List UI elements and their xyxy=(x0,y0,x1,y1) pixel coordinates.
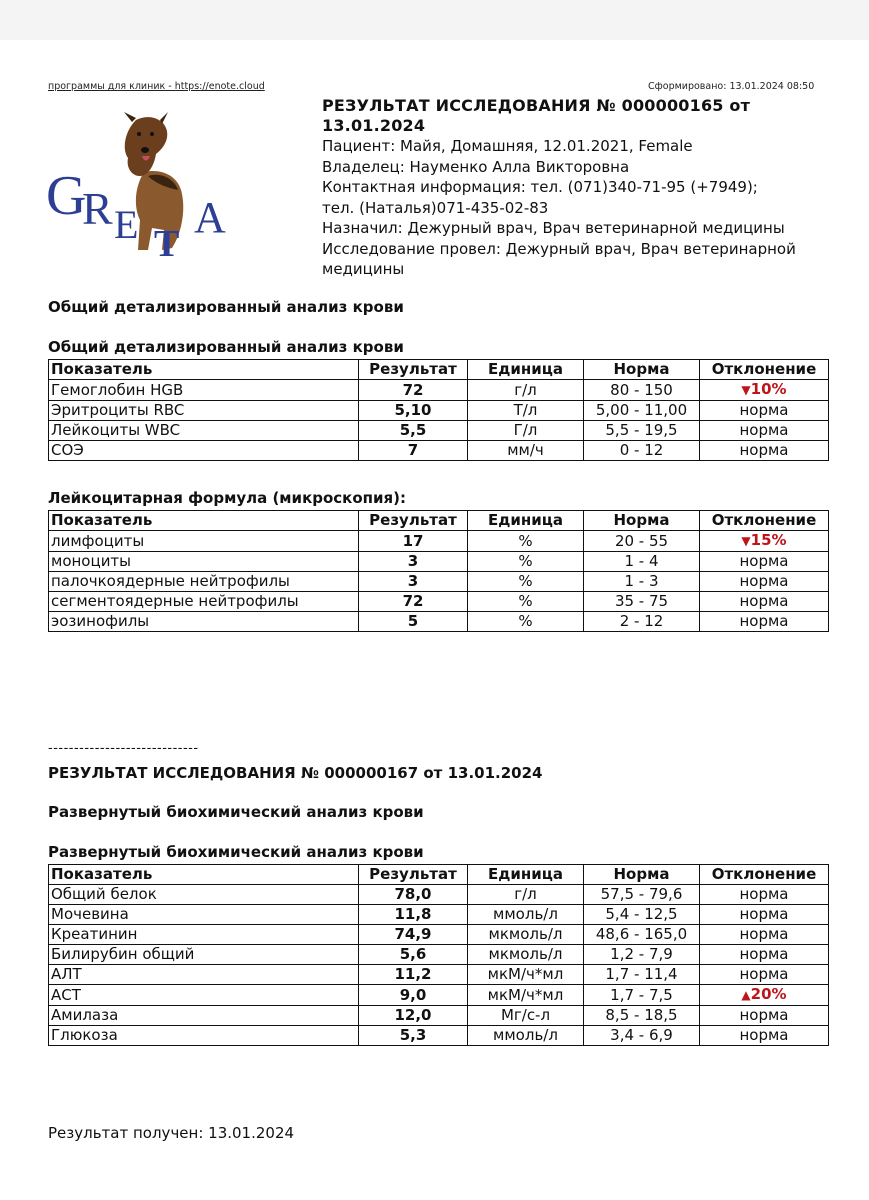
indicator-name: палочкоядерные нейтрофилы xyxy=(49,572,359,592)
patient-info: Пациент: Майя, Домашняя, 12.01.2021, Female xyxy=(322,137,693,155)
contact-info-2: тел. (Наталья)071-435-02-83 xyxy=(322,198,549,217)
table-row xyxy=(49,380,829,401)
result-value: 17 xyxy=(359,531,468,552)
unit-value: Мг/с-л xyxy=(468,1006,584,1026)
header-norm: Норма xyxy=(584,865,700,885)
report-page xyxy=(0,40,869,1200)
indicator-name: АЛТ xyxy=(49,965,359,985)
contact-info: Контактная информация: тел. (071)340-71-95 (+7949); xyxy=(322,178,758,196)
report-title: РЕЗУЛЬТАТ ИССЛЕДОВАНИЯ № 000000165 от 13.01.2024 xyxy=(322,96,751,135)
blood-test-title: Общий детализированный анализ крови xyxy=(48,338,404,356)
header-unit: Единица xyxy=(468,865,584,885)
deviation-value: норма xyxy=(700,1006,829,1026)
norm-range: 5,00 - 11,00 xyxy=(584,401,700,421)
header-deviation: Отклонение xyxy=(700,511,829,531)
result-value: 5,3 xyxy=(359,1026,468,1046)
svg-text:R: R xyxy=(82,183,113,234)
indicator-name: Глюкоза xyxy=(49,1026,359,1046)
deviation-value: норма xyxy=(700,421,829,441)
indicator-name: Лейкоциты WBC xyxy=(49,421,359,441)
table-row xyxy=(49,965,829,985)
deviation-value: норма xyxy=(700,401,829,421)
result-value: 9,0 xyxy=(359,985,468,1006)
generated-timestamp: Сформировано: 13.01.2024 08:50 xyxy=(648,81,815,92)
table-row xyxy=(49,552,829,572)
header-deviation: Отклонение xyxy=(700,360,829,380)
norm-range: 57,5 - 79,6 xyxy=(584,885,700,905)
header-result: Результат xyxy=(359,360,468,380)
norm-range: 5,5 - 19,5 xyxy=(584,421,700,441)
unit-value: мкмоль/л xyxy=(468,925,584,945)
deviation-value: норма xyxy=(700,885,829,905)
table-row xyxy=(49,401,829,421)
deviation-value: норма xyxy=(700,1026,829,1046)
result-value: 5 xyxy=(359,612,468,632)
norm-range: 1 - 3 xyxy=(584,572,700,592)
owner-info: Владелец: Науменко Алла Викторовна xyxy=(322,157,630,176)
unit-value: мкМ/ч*мл xyxy=(468,965,584,985)
indicator-name: эозинофилы xyxy=(49,612,359,632)
logo-lettering xyxy=(46,165,226,260)
table-header-row xyxy=(49,865,829,885)
blood-test-rows xyxy=(49,380,829,461)
table-header-row xyxy=(49,511,829,531)
header-name: Показатель xyxy=(49,360,359,380)
table-row xyxy=(49,612,829,632)
result-value: 7 xyxy=(359,441,468,461)
header-name: Показатель xyxy=(49,511,359,531)
result-value: 11,2 xyxy=(359,965,468,985)
unit-value: ммоль/л xyxy=(468,905,584,925)
table-row xyxy=(49,421,829,441)
indicator-name: Мочевина xyxy=(49,905,359,925)
result-value: 11,8 xyxy=(359,905,468,925)
unit-value: % xyxy=(468,572,584,592)
result-value: 5,6 xyxy=(359,945,468,965)
biochem-title: Развернутый биохимический анализ крови xyxy=(48,843,424,861)
table-row xyxy=(49,1026,829,1046)
greta-logo xyxy=(44,110,234,260)
indicator-name: Эритроциты RBC xyxy=(49,401,359,421)
deviation-value: норма xyxy=(700,572,829,592)
header-norm: Норма xyxy=(584,511,700,531)
table-header-row xyxy=(49,360,829,380)
norm-range: 0 - 12 xyxy=(584,441,700,461)
norm-range: 1,2 - 7,9 xyxy=(584,945,700,965)
table-row xyxy=(49,905,829,925)
indicator-name: АСТ xyxy=(49,985,359,1006)
unit-value: % xyxy=(468,552,584,572)
norm-range: 1,7 - 11,4 xyxy=(584,965,700,985)
report-header xyxy=(322,96,842,280)
deviation-value xyxy=(700,531,829,552)
norm-range: 5,4 - 12,5 xyxy=(584,905,700,925)
deviation-value: норма xyxy=(700,925,829,945)
unit-value: мкМ/ч*мл xyxy=(468,985,584,1006)
norm-range: 2 - 12 xyxy=(584,612,700,632)
unit-value: г/л xyxy=(468,885,584,905)
deviation-low-badge: ▼ 10% xyxy=(741,380,786,398)
deviation-value: норма xyxy=(700,905,829,925)
norm-range: 8,5 - 18,5 xyxy=(584,1006,700,1026)
deviation-value: норма xyxy=(700,612,829,632)
deviation-value xyxy=(700,380,829,401)
header-name: Показатель xyxy=(49,865,359,885)
header-unit: Единица xyxy=(468,511,584,531)
unit-value: % xyxy=(468,612,584,632)
result-value: 5,5 xyxy=(359,421,468,441)
table-row xyxy=(49,531,829,552)
report2-title: РЕЗУЛЬТАТ ИССЛЕДОВАНИЯ № 000000167 от 13.01.2024 xyxy=(48,764,543,782)
table-row xyxy=(49,885,829,905)
result-received: Результат получен: 13.01.2024 xyxy=(48,1124,295,1142)
indicator-name: лимфоциты xyxy=(49,531,359,552)
header-unit: Единица xyxy=(468,360,584,380)
norm-range: 1,7 - 7,5 xyxy=(584,985,700,1006)
report2-section-title: Развернутый биохимический анализ крови xyxy=(48,803,424,821)
leukocyte-formula-table xyxy=(48,510,829,632)
result-value: 72 xyxy=(359,592,468,612)
indicator-name: СОЭ xyxy=(49,441,359,461)
unit-value: мкмоль/л xyxy=(468,945,584,965)
indicator-name: Гемоглобин HGB xyxy=(49,380,359,401)
deviation-value: норма xyxy=(700,552,829,572)
svg-text:G: G xyxy=(46,165,87,227)
norm-range: 48,6 - 165,0 xyxy=(584,925,700,945)
unit-value: % xyxy=(468,592,584,612)
table-row xyxy=(49,945,829,965)
unit-value: г/л xyxy=(468,380,584,401)
result-value: 78,0 xyxy=(359,885,468,905)
result-value: 72 xyxy=(359,380,468,401)
norm-range: 80 - 150 xyxy=(584,380,700,401)
deviation-high-badge: ▲ 20% xyxy=(741,985,786,1003)
result-value: 74,9 xyxy=(359,925,468,945)
header-result: Результат xyxy=(359,511,468,531)
biochem-rows xyxy=(49,885,829,1046)
unit-value: Г/л xyxy=(468,421,584,441)
svg-text:T: T xyxy=(154,223,180,260)
leukocyte-formula-title: Лейкоцитарная формула (микроскопия): xyxy=(48,489,407,507)
result-value: 12,0 xyxy=(359,1006,468,1026)
table-row xyxy=(49,592,829,612)
deviation-value: норма xyxy=(700,965,829,985)
deviation-value: норма xyxy=(700,945,829,965)
unit-value: ммоль/л xyxy=(468,1026,584,1046)
indicator-name: Билирубин общий xyxy=(49,945,359,965)
unit-value: Т/л xyxy=(468,401,584,421)
header-result: Результат xyxy=(359,865,468,885)
deviation-value: норма xyxy=(700,441,829,461)
header-deviation: Отклонение xyxy=(700,865,829,885)
result-value: 3 xyxy=(359,572,468,592)
ordered-by: Назначил: Дежурный врач, Врач ветеринарной медицины xyxy=(322,219,785,237)
indicator-name: Общий белок xyxy=(49,885,359,905)
indicator-name: Амилаза xyxy=(49,1006,359,1026)
clinic-software-link[interactable]: программы для клиник - https://enote.cloud xyxy=(48,81,265,92)
result-value: 5,10 xyxy=(359,401,468,421)
deviation-value xyxy=(700,985,829,1006)
table-row xyxy=(49,925,829,945)
result-value: 3 xyxy=(359,552,468,572)
unit-value: мм/ч xyxy=(468,441,584,461)
indicator-name: Креатинин xyxy=(49,925,359,945)
deviation-value: норма xyxy=(700,592,829,612)
biochem-table xyxy=(48,864,829,1046)
unit-value: % xyxy=(468,531,584,552)
table-row xyxy=(49,985,829,1006)
table-row xyxy=(49,572,829,592)
svg-text:E: E xyxy=(114,202,139,247)
table-row xyxy=(49,441,829,461)
norm-range: 3,4 - 6,9 xyxy=(584,1026,700,1046)
indicator-name: сегментоядерные нейтрофилы xyxy=(49,592,359,612)
performed-by: Исследование провел: Дежурный врач, Врач ветеринарной медицины xyxy=(322,239,796,278)
blood-test-table xyxy=(48,359,829,461)
norm-range: 1 - 4 xyxy=(584,552,700,572)
section-title: Общий детализированный анализ крови xyxy=(48,298,404,316)
indicator-name: моноциты xyxy=(49,552,359,572)
deviation-low-badge: ▼ 15% xyxy=(741,531,786,549)
svg-text:A: A xyxy=(194,193,226,242)
table-row xyxy=(49,1006,829,1026)
header-norm: Норма xyxy=(584,360,700,380)
leukocyte-formula-rows xyxy=(49,531,829,632)
separator-line: ----------------------------- xyxy=(48,741,199,756)
norm-range: 20 - 55 xyxy=(584,531,700,552)
norm-range: 35 - 75 xyxy=(584,592,700,612)
